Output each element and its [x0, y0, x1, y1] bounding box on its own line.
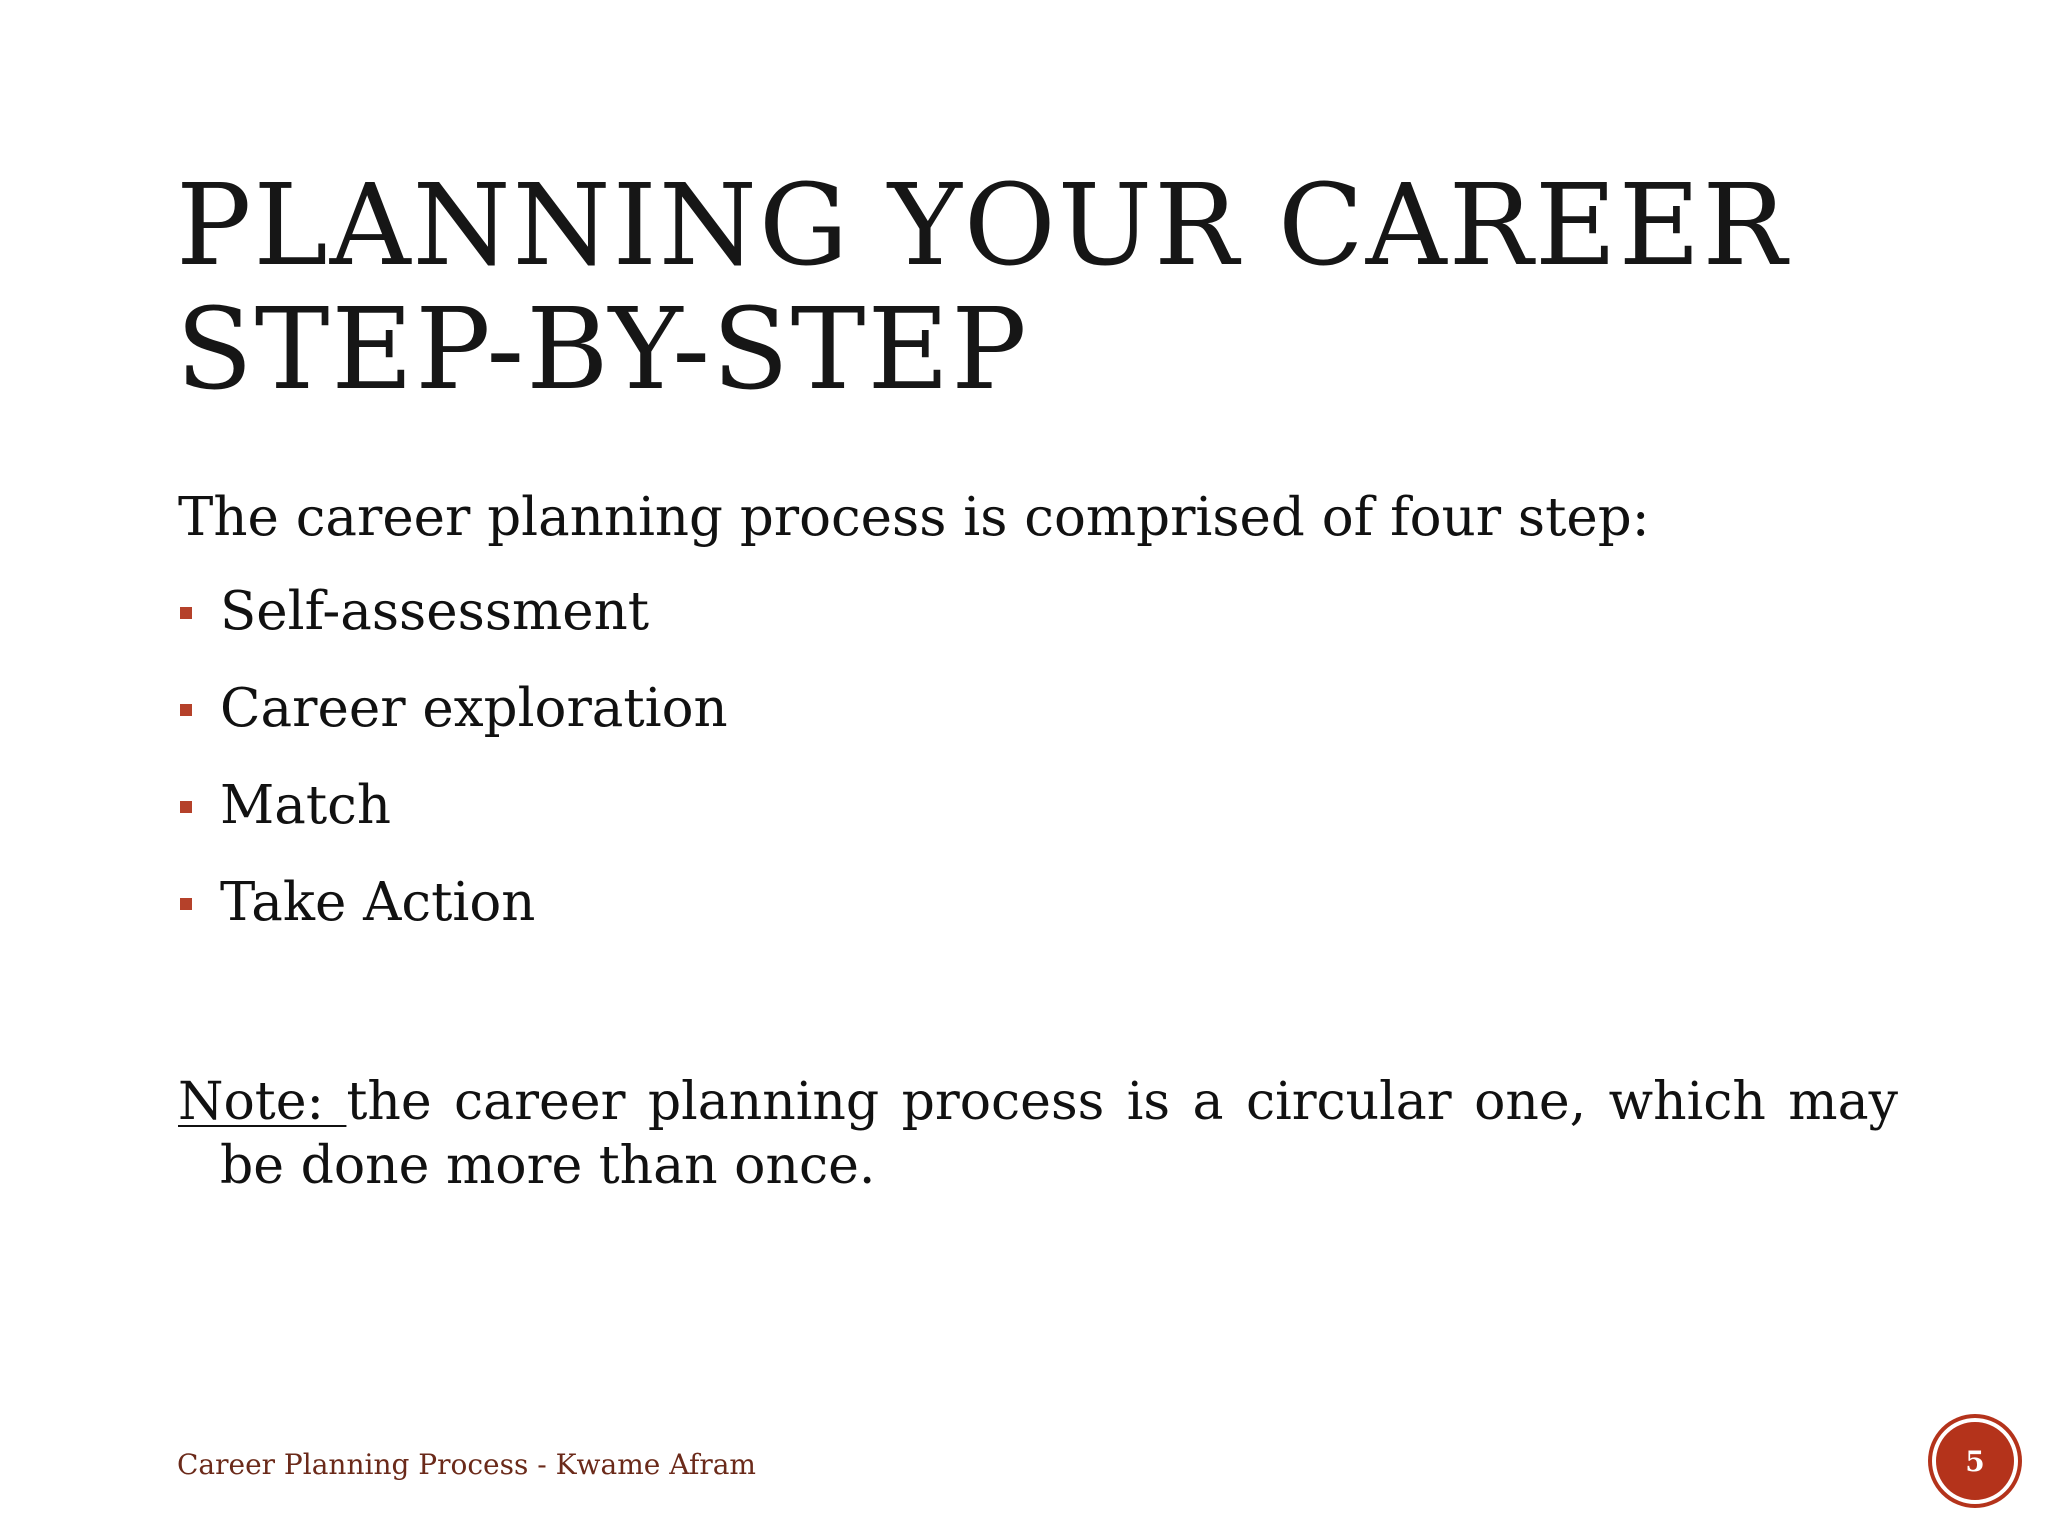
intro-text: The career planning process is comprised of four step:	[178, 487, 1650, 548]
square-bullet-icon	[180, 607, 192, 619]
list-item	[178, 770, 1898, 842]
square-bullet-icon	[180, 898, 192, 910]
square-bullet-icon	[180, 704, 192, 716]
slide-body	[178, 482, 1898, 964]
note-label: Note:	[178, 1072, 347, 1132]
list-item-label: Match	[220, 775, 391, 836]
slide-title	[176, 161, 1926, 415]
slide-title-line-1: PLANNING YOUR CAREER	[176, 161, 1789, 291]
list-item-label: Self-assessment	[220, 581, 650, 642]
list-item	[178, 576, 1898, 648]
square-bullet-icon	[180, 801, 192, 813]
note-text: the career planning process is a circular one, which may be done more than once.	[220, 1072, 1898, 1196]
list-item	[178, 867, 1898, 939]
step-list	[178, 576, 1898, 939]
page-number-badge	[1932, 1418, 2018, 1504]
slide-footer: Career Planning Process - Kwame Afram	[177, 1448, 756, 1481]
page-number: 5	[1965, 1444, 1985, 1478]
slide-title-line-2: STEP-BY-STEP	[176, 285, 1029, 415]
list-item-label: Career exploration	[220, 678, 728, 739]
list-item	[178, 673, 1898, 745]
list-item-label: Take Action	[220, 872, 536, 933]
note-paragraph	[178, 1070, 1898, 1198]
